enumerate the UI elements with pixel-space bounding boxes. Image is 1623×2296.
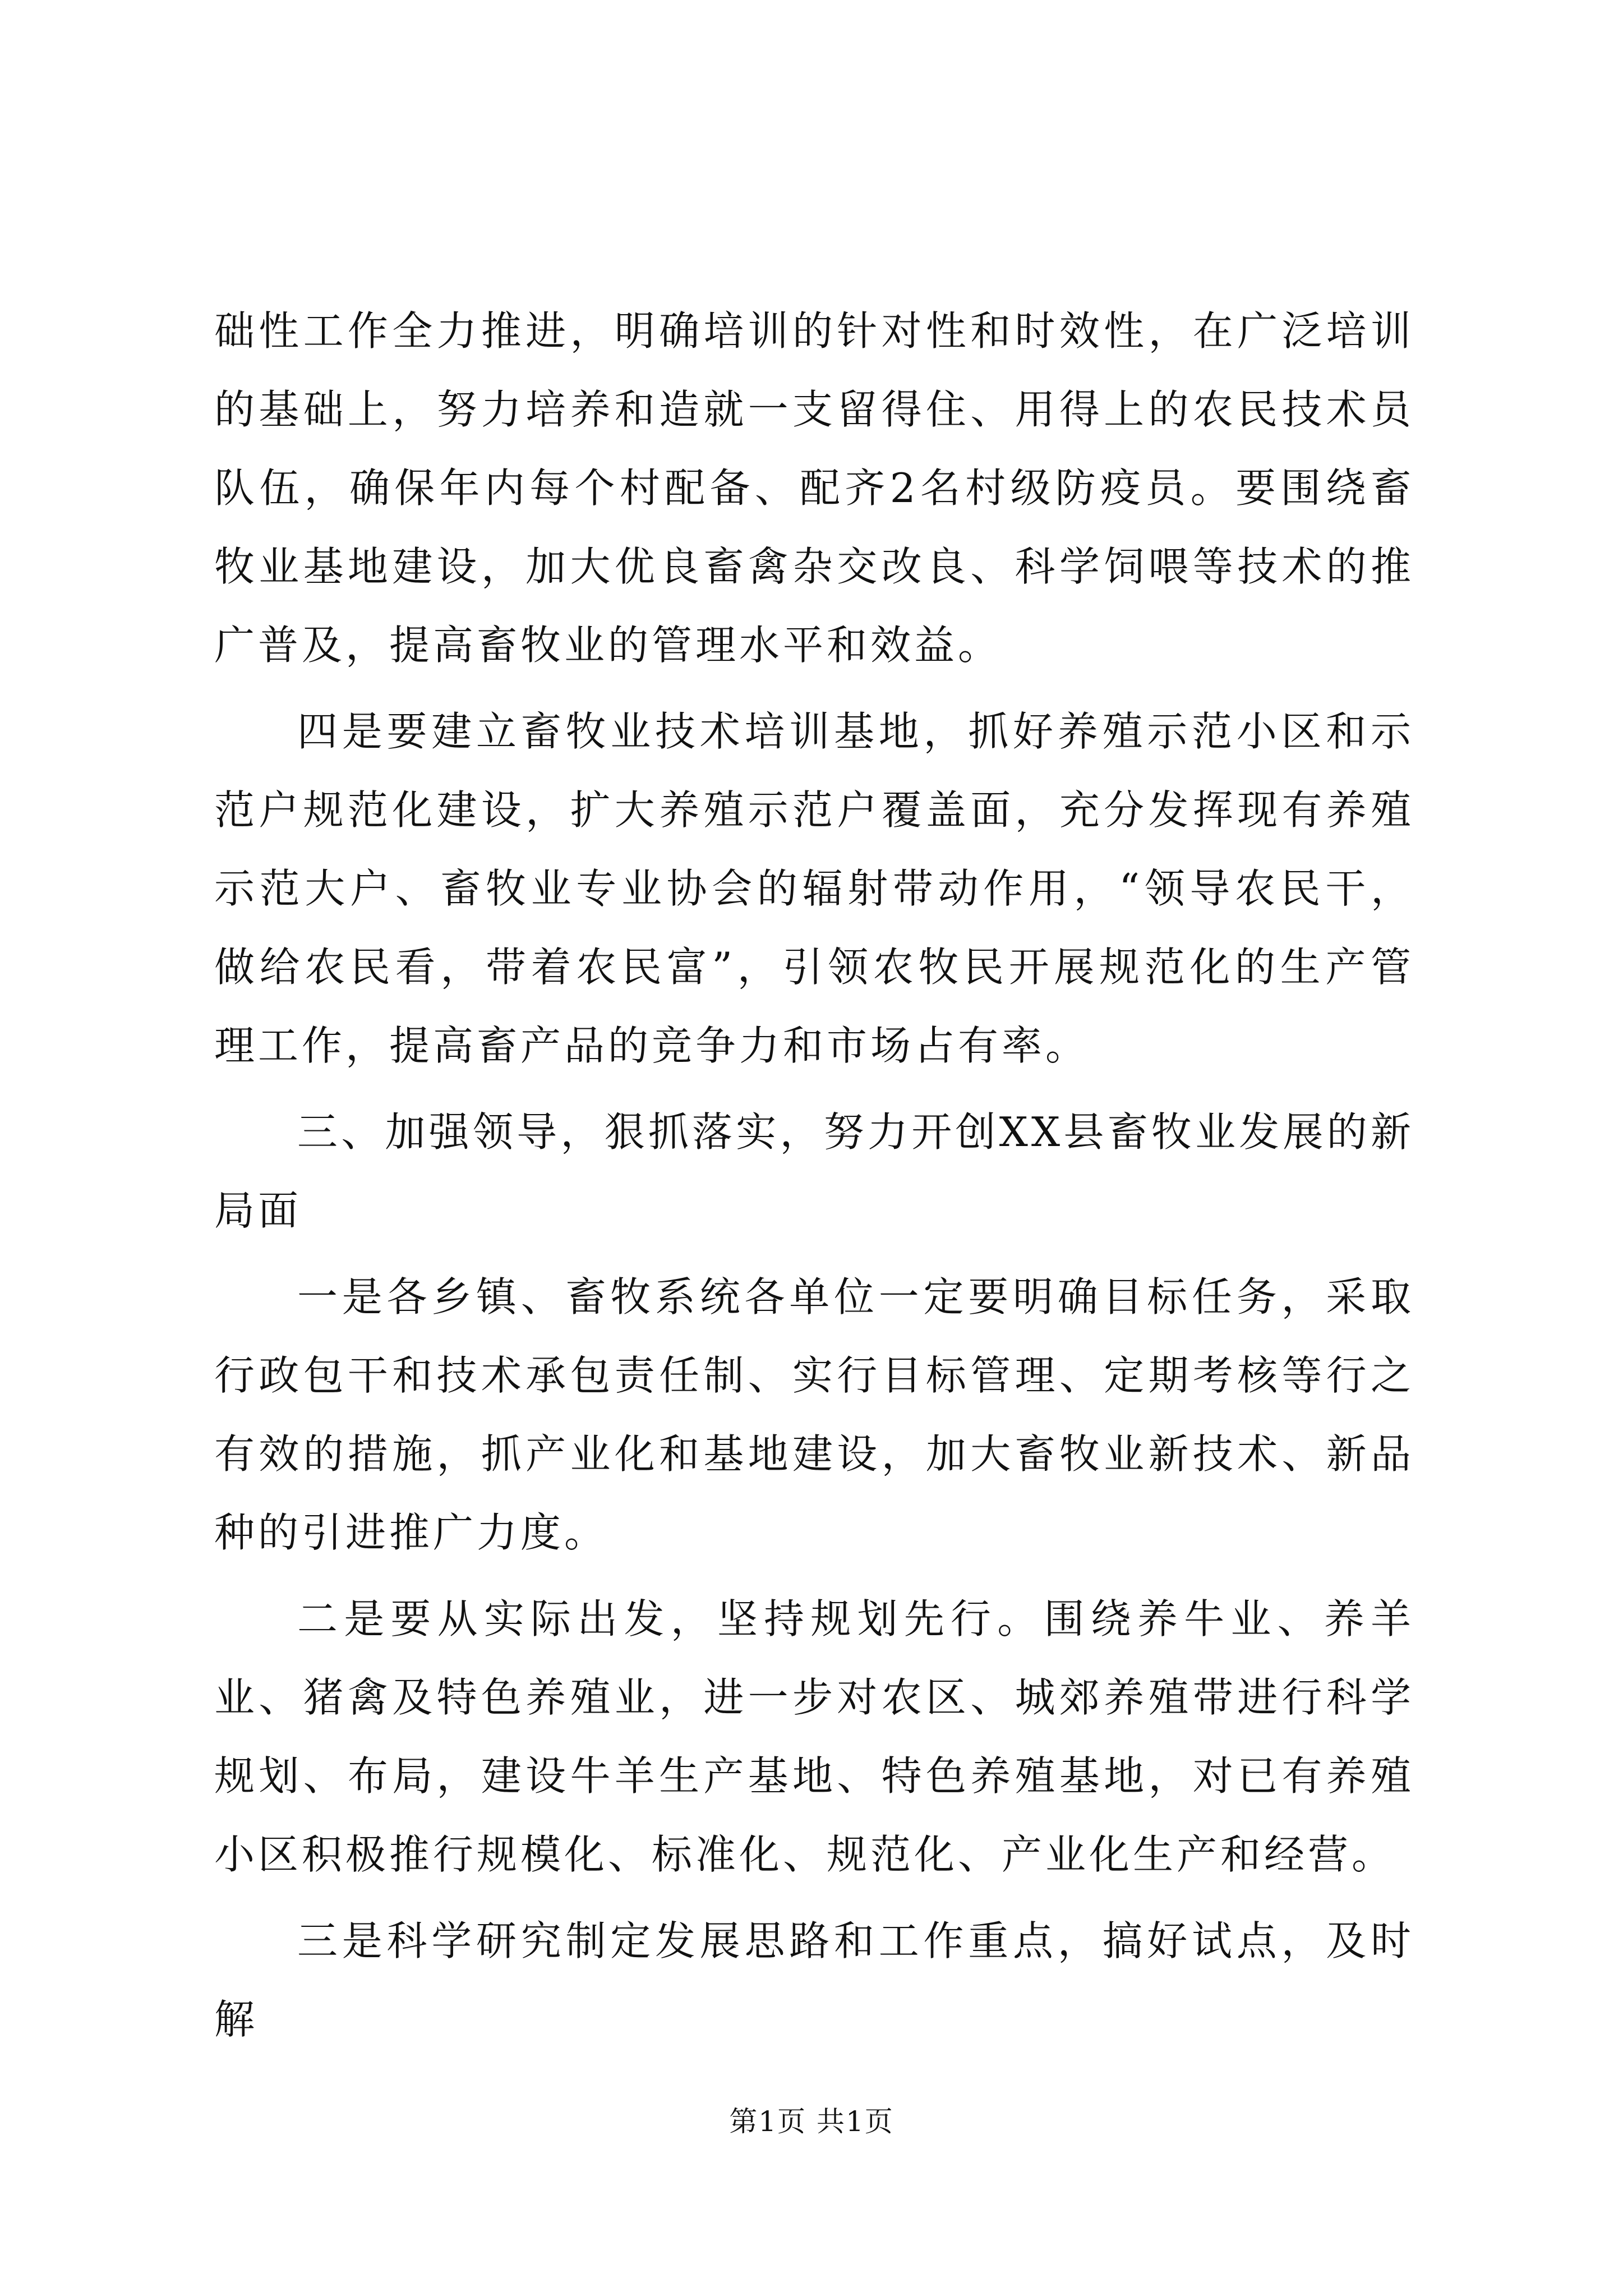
paragraph-item-three: 三是科学研究制定发展思路和工作重点，搞好试点，及时解 [214,1917,1414,2043]
section-heading-three: 三、加强领导，狠抓落实，努力开创XX县畜牧业发展的新局面 [214,1108,1414,1234]
paragraph-item-one: 一是各乡镇、畜牧系统各单位一定要明确目标任务，采取行政包干和技术承包责任制、实行目标管理、定期考核等行之有效的措施，抓产业化和基地建设，加大畜牧业新技术、新品种的引进推广力度。 [214,1273,1414,1556]
document-body [214,292,1414,2059]
paragraph-continued: 础性工作全力推进，明确培训的针对性和时效性，在广泛培训的基础上，努力培养和造就一支留得住、用得上的农民技术员队伍，确保年内每个村配备、配齐2名村级防疫员。要围绕畜牧业基地建设，加大优良畜禽杂交改良、科学饲喂等技术的推广普及，提高畜牧业的管理水平和效益。 [214,307,1414,669]
page-footer: 第1页 共1页 [729,2105,894,2138]
paragraph-item-four: 四是要建立畜牧业技术培训基地，抓好养殖示范小区和示范户规范化建设，扩大养殖示范户覆盖面，充分发挥现有养殖示范大户、畜牧业专业协会的辐射带动作用，“领导农民干，做给农民看，带着农民富”，引领农牧民开展规范化的生产管理工作，提高畜产品的竞争力和市场占有率。 [214,708,1414,1069]
paragraph-item-two: 二是要从实际出发，坚持规划先行。围绕养牛业、养羊业、猪禽及特色养殖业，进一步对农区、城郊养殖带进行科学规划、布局，建设牛羊生产基地、特色养殖基地，对已有养殖小区积极推行规模化、标准化、规范化、产业化生产和经营。 [214,1595,1414,1878]
